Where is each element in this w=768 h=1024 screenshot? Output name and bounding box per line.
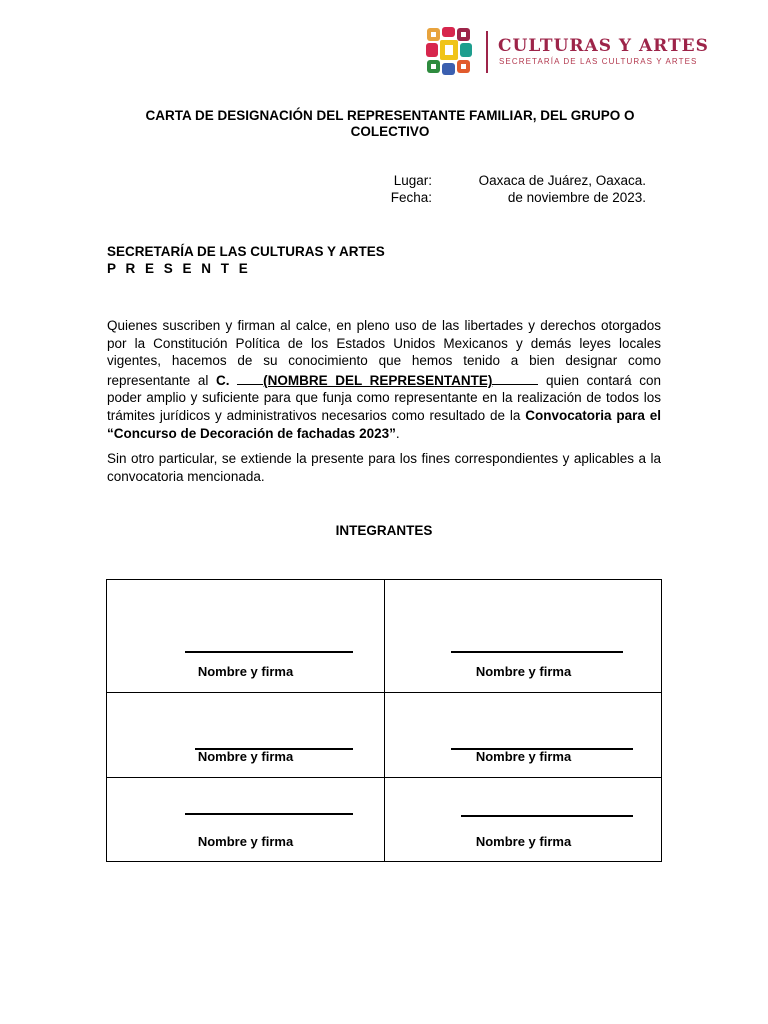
representative-name-field[interactable]: (NOMBRE DEL REPRESENTANTE) — [263, 372, 493, 388]
date-value: de noviembre de 2023. — [507, 190, 646, 205]
signature-line[interactable] — [451, 651, 623, 653]
signature-label: Nombre y firma — [197, 749, 294, 764]
signature-line[interactable] — [185, 813, 353, 815]
table-column-divider — [384, 580, 385, 861]
addressee-block — [107, 243, 385, 277]
body-c-label: C. — [216, 372, 230, 388]
table-row-divider — [107, 777, 661, 778]
body-text-1: Quienes suscriben y firman al calce, en pleno uso de las libertades y derechos otorgados por la Constitución Política de los Estados Unidos Mexicanos y demás leyes locales vigentes, hacemos de su conocimiento que hemos tenido a bien designar como representante al — [107, 318, 661, 388]
convocatoria-name: Convocatoria para el “Concurso de Decoración de fachadas 2023” — [107, 407, 662, 441]
signature-label: Nombre y firma — [197, 664, 294, 679]
logo-title: CULTURAS Y ARTES — [498, 36, 709, 56]
representative-blank-left — [237, 370, 263, 385]
body-text-2: quien contará con poder amplio y suficiente para que funja como representante en la realización de todos los trámites jurídicos y administrativos necesarios como resultado de la — [107, 372, 661, 423]
signature-label: Nombre y firma — [197, 834, 294, 849]
logo-divider — [486, 31, 488, 73]
presente-label: P R E S E N T E — [107, 261, 251, 276]
place-label: Lugar: — [393, 173, 432, 188]
signature-label: Nombre y firma — [475, 664, 572, 679]
addressee-name: SECRETARÍA DE LAS CULTURAS Y ARTES — [107, 244, 385, 259]
body-end: . — [395, 425, 400, 441]
place-value: Oaxaca de Juárez, Oaxaca. — [478, 173, 646, 188]
signature-line[interactable] — [185, 651, 353, 653]
date-label: Fecha: — [390, 190, 432, 205]
closing-paragraph: Sin otro particular, se extiende la presente para los fines correspondientes y aplicables a la convocatoria mencionada. — [107, 451, 661, 484]
signature-table — [106, 579, 662, 862]
members-section-title: INTEGRANTES — [335, 523, 433, 538]
representative-blank-right — [492, 370, 538, 385]
place-date-block — [0, 172, 768, 212]
body-paragraph — [107, 317, 661, 442]
culture-emblem-icon — [424, 25, 474, 77]
signature-line[interactable] — [461, 815, 633, 817]
title-line-1: CARTA DE DESIGNACIÓN DEL REPRESENTANTE FAMILIAR, DEL GRUPO O — [145, 108, 635, 123]
table-row-divider — [107, 692, 661, 693]
signature-label: Nombre y firma — [475, 834, 572, 849]
logo-subtitle: SECRETARÍA DE LAS CULTURAS Y ARTES — [499, 57, 698, 66]
document-title — [120, 108, 660, 140]
signature-label: Nombre y firma — [475, 749, 572, 764]
title-line-2: COLECTIVO — [350, 124, 430, 139]
institution-logo — [424, 25, 709, 79]
